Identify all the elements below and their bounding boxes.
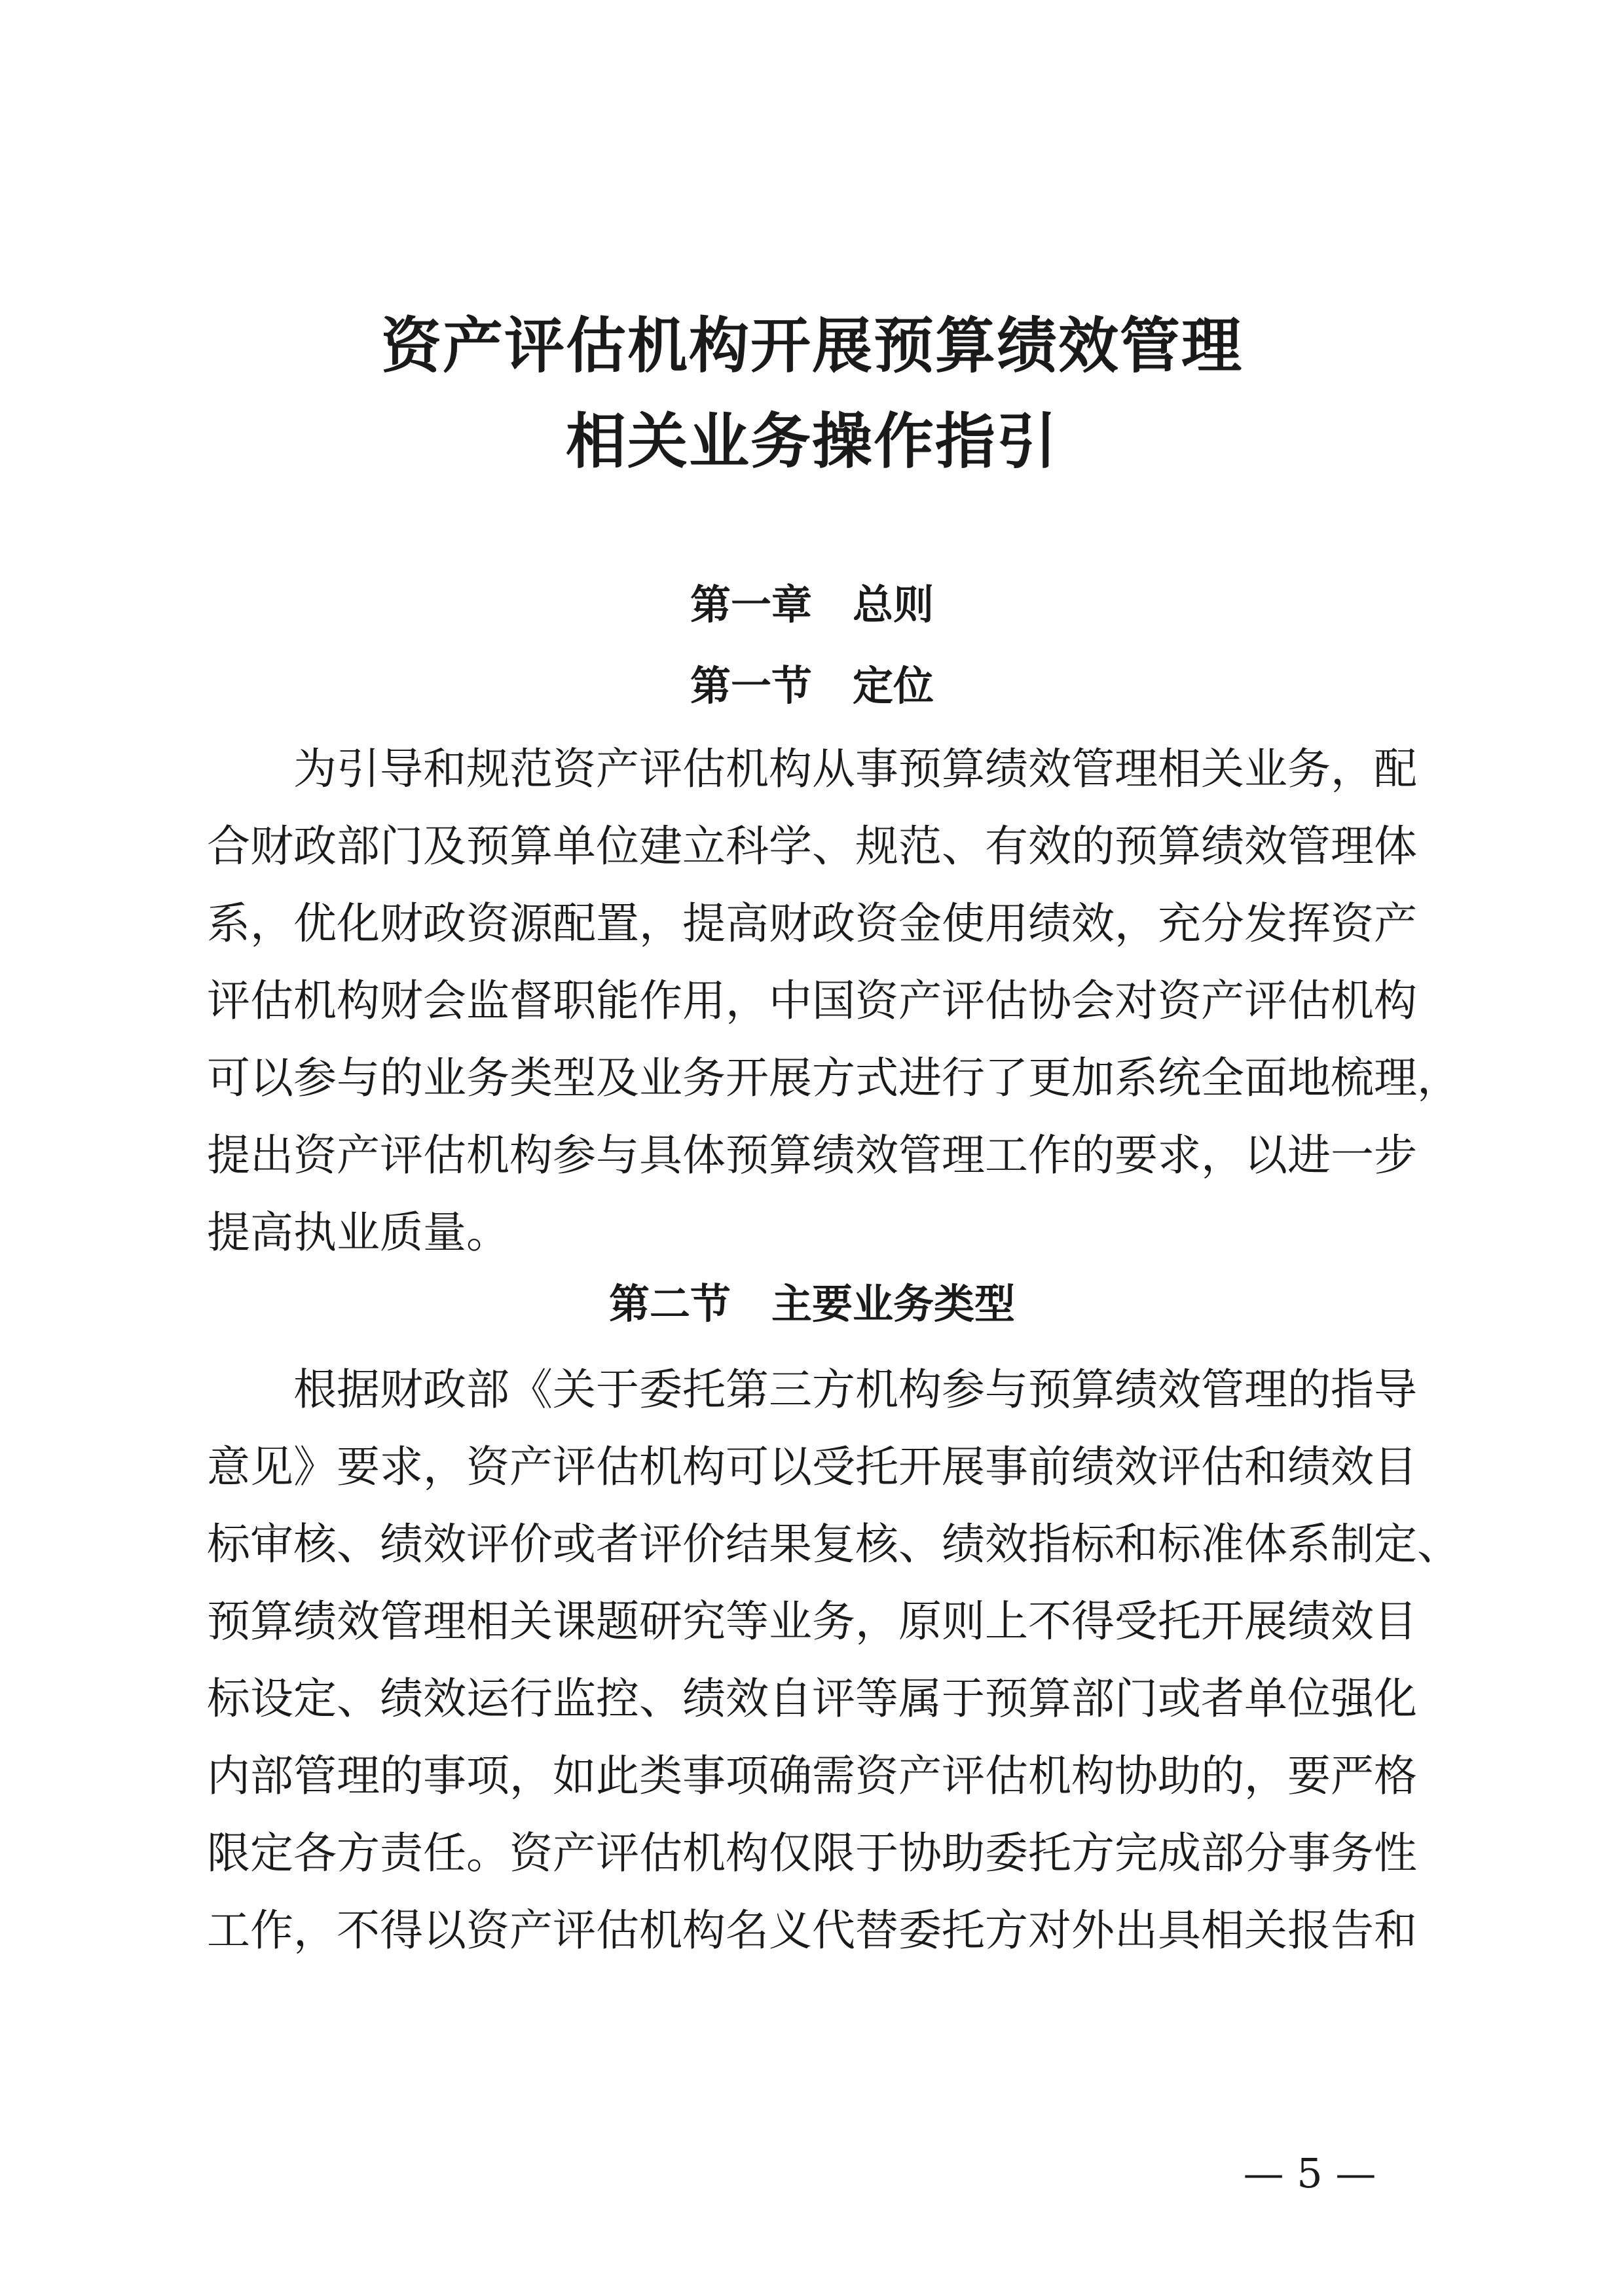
paragraph-line: 意见》要求，资产评估机构可以受托开展事前绩效评估和绩效目 — [207, 1442, 1417, 1492]
paragraph-line: 提高执业质量。 — [207, 1207, 509, 1258]
section-2-heading: 第二节 主要业务类型 — [608, 1280, 1015, 1328]
paragraph-line: 标设定、绩效运行监控、绩效自评等属于预算部门或者单位强化 — [207, 1673, 1417, 1724]
section-2-paragraph — [207, 1351, 1460, 1969]
document-title-line-2: 相关业务操作指引 — [565, 406, 1058, 477]
paragraph-line: 评估机构财会监督职能作用，中国资产评估协会对资产评估机构 — [207, 975, 1417, 1026]
paragraph-line: 合财政部门及预算单位建立科学、规范、有效的预算绩效管理体 — [207, 821, 1417, 871]
paragraph-line: 系，优化财政资源配置，提高财政资金使用绩效，充分发挥资产 — [207, 898, 1417, 949]
paragraph-line: 预算绩效管理相关课题研究等业务，原则上不得受托开展绩效目 — [207, 1596, 1417, 1647]
paragraph-line: 限定各方责任。资产评估机构仅限于协助委托方完成部分事务性 — [207, 1828, 1417, 1878]
page-number: — 5 — — [1243, 2149, 1376, 2197]
paragraph-line: 可以参与的业务类型及业务开展方式进行了更加系统全面地梳理， — [207, 1053, 1460, 1103]
section-1-heading: 第一节 定位 — [690, 662, 934, 710]
chapter-heading: 第一章 总则 — [690, 581, 934, 629]
paragraph-line: 根据财政部《关于委托第三方机构参与预算绩效管理的指导 — [293, 1364, 1417, 1415]
paragraph-line: 工作，不得以资产评估机构名义代替委托方对外出具相关报告和 — [207, 1905, 1417, 1956]
paragraph-line: 提出资产评估机构参与具体预算绩效管理工作的要求，以进一步 — [207, 1130, 1417, 1180]
document-title-line-1: 资产评估机构开展预算绩效管理 — [380, 310, 1243, 381]
section-1-paragraph — [207, 731, 1460, 1271]
paragraph-line: 为引导和规范资产评估机构从事预算绩效管理相关业务，配 — [293, 744, 1417, 794]
paragraph-line: 标审核、绩效评价或者评价结果复核、绩效指标和标准体系制定、 — [207, 1519, 1460, 1569]
paragraph-line: 内部管理的事项，如此类事项确需资产评估机构协助的，要严格 — [207, 1751, 1417, 1801]
